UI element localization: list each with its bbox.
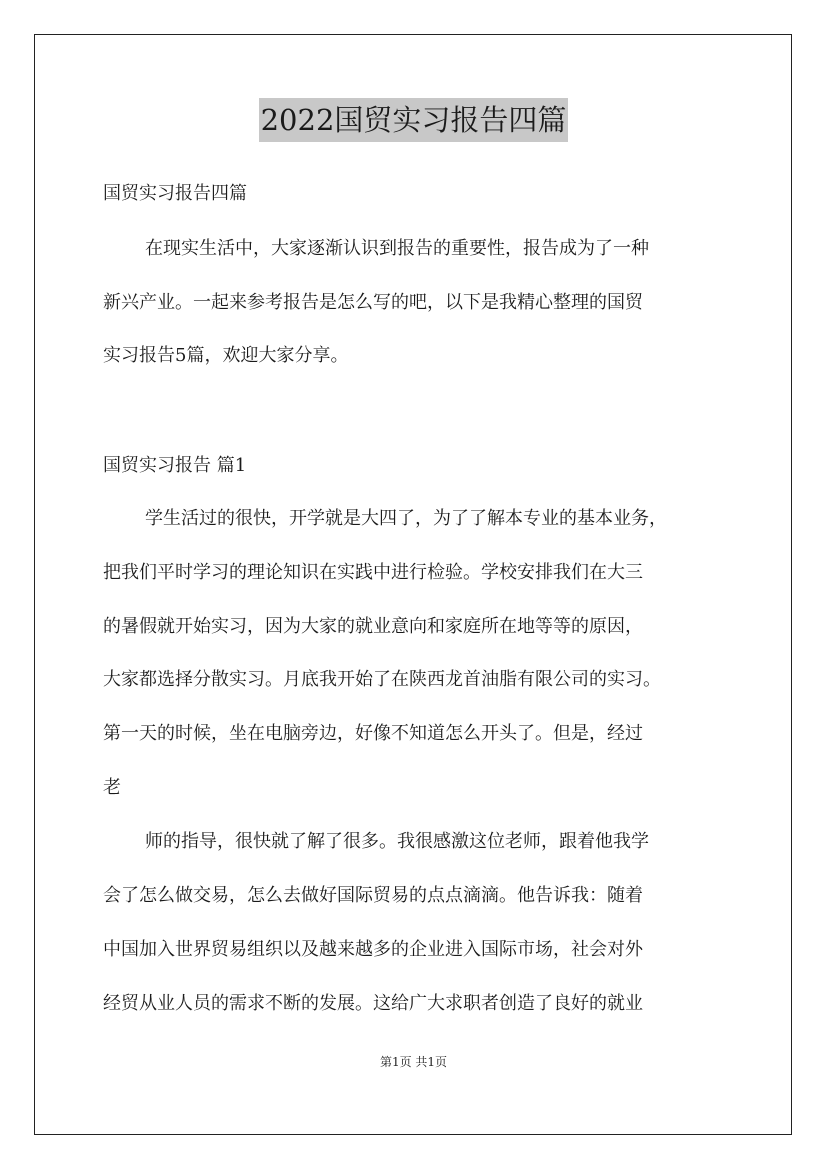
document-title: 2022国贸实习报告四篇 — [259, 98, 569, 142]
paragraph-line: 老 — [103, 777, 121, 798]
document-title-block — [0, 98, 827, 142]
paragraph-line: 师的指导，很快就了解了很多。我很感激这位老师，跟着他我学 — [145, 831, 649, 852]
intro-line: 实习报告5篇，欢迎大家分享。 — [103, 345, 349, 366]
page-number: 第1页 共1页 — [379, 1055, 448, 1069]
paragraph-line: 会了怎么做交易，怎么去做好国际贸易的点点滴滴。他告诉我：随着 — [103, 885, 643, 906]
section-heading: 国贸实习报告 篇1 — [103, 455, 247, 476]
paragraph-line: 把我们平时学习的理论知识在实践中进行检验。学校安排我们在大三 — [103, 562, 643, 583]
paragraph-line: 第一天的时候，坐在电脑旁边，好像不知道怎么开头了。但是，经过 — [103, 723, 643, 744]
paragraph-line: 中国加入世界贸易组织以及越来越多的企业进入国际市场，社会对外 — [103, 939, 643, 960]
paragraph-line: 学生活过的很快，开学就是大四了，为了了解本专业的基本业务， — [145, 508, 667, 529]
intro-line: 在现实生活中，大家逐渐认识到报告的重要性，报告成为了一种 — [145, 238, 649, 259]
page-footer — [0, 1054, 827, 1070]
paragraph-line: 大家都选择分散实习。月底我开始了在陕西龙首油脂有限公司的实习。 — [103, 669, 661, 690]
paragraph-line: 经贸从业人员的需求不断的发展。这给广大求职者创造了良好的就业 — [103, 993, 643, 1014]
intro-line: 新兴产业。一起来参考报告是怎么写的吧，以下是我精心整理的国贸 — [103, 292, 643, 313]
document-subtitle: 国贸实习报告四篇 — [103, 183, 247, 204]
paragraph-line: 的暑假就开始实习，因为大家的就业意向和家庭所在地等等的原因， — [103, 616, 643, 637]
